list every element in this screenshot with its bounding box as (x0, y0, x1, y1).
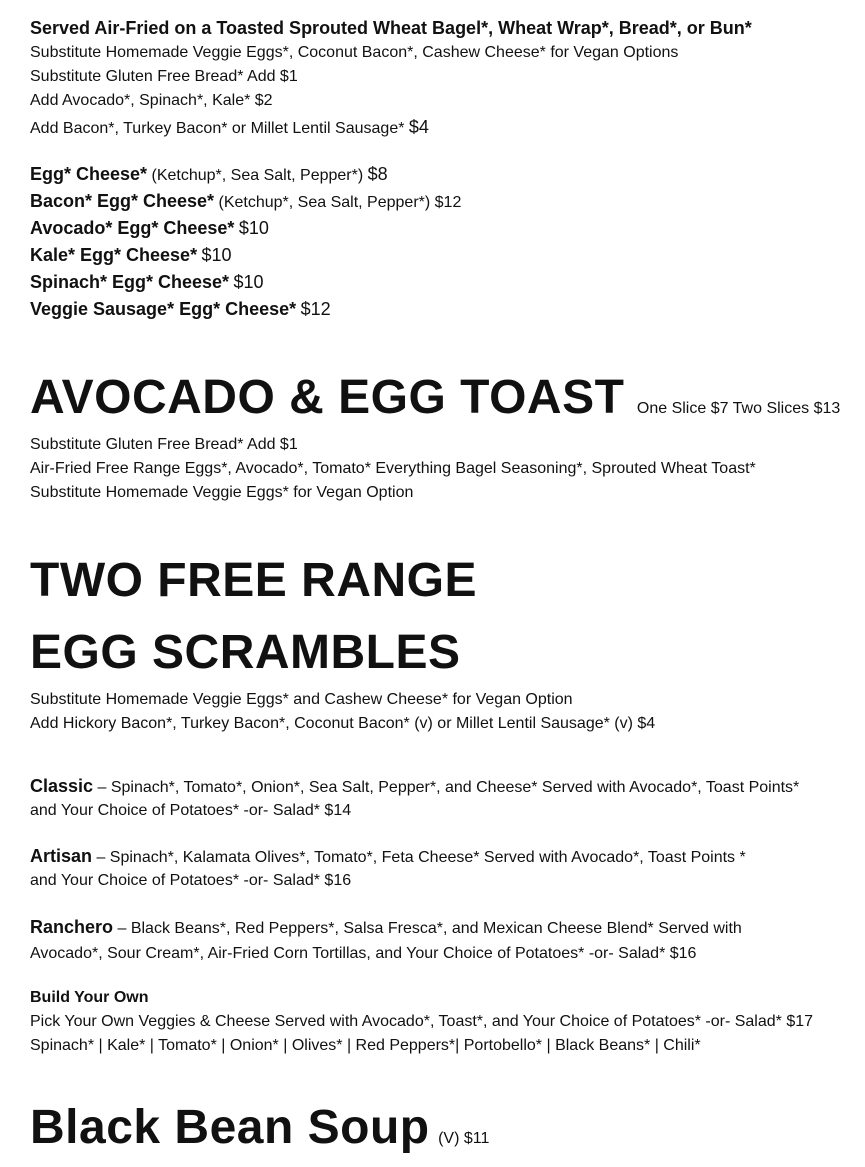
scramble-item-ranchero (30, 917, 742, 939)
sandwich-serving-header: Served Air-Fried on a Toasted Sprouted Wheat Bagel*, Wheat Wrap*, Bread*, or Bun* (30, 18, 752, 38)
scrambles-note: Substitute Homemade Veggie Eggs* and Cashew Cheese* for Vegan Option (30, 691, 573, 708)
bacon-addon-text: Add Bacon*, Turkey Bacon* or Millet Lentil Sausage* (30, 120, 405, 137)
soup-price: (V) $11 (438, 1130, 490, 1147)
scramble-item-description-cont: Avocado*, Sour Cream*, Air-Fried Corn Tortillas, and Your Choice of Potatoes* -or- Salad* $16 (30, 945, 697, 962)
sandwich-item (30, 245, 232, 267)
build-your-own-options: Spinach* | Kale* | Tomato* | Onion* | Olives* | Red Peppers*| Portobello* | Black Beans* | Chili* (30, 1037, 701, 1054)
toast-note: Substitute Homemade Veggie Eggs* for Vegan Option (30, 484, 414, 501)
sandwich-item (30, 218, 269, 240)
sandwich-item-detail: (Ketchup*, Sea Salt, Pepper*) (151, 167, 364, 184)
sandwich-note: Substitute Homemade Veggie Eggs*, Coconut Bacon*, Cashew Cheese* for Vegan Options (30, 44, 679, 61)
build-your-own-title: Build Your Own (30, 989, 149, 1006)
sandwich-item-name: Spinach* Egg* Cheese* (30, 272, 230, 292)
toast-heading (30, 370, 840, 437)
sandwich-item-name: Egg* Cheese* (30, 164, 148, 184)
scrambles-title-line2: EGG SCRAMBLES (30, 626, 461, 679)
scrambles-note: Add Hickory Bacon*, Turkey Bacon*, Coconut Bacon* (v) or Millet Lentil Sausage* (v) $4 (30, 715, 656, 732)
toast-note: Substitute Gluten Free Bread* Add $1 (30, 436, 298, 453)
sandwich-item (30, 272, 264, 294)
scrambles-title-line1: TWO FREE RANGE (30, 554, 477, 607)
sandwich-item (30, 299, 331, 321)
sandwich-item (30, 164, 388, 186)
scramble-item-name: Artisan (30, 846, 93, 866)
sandwich-item-price: $8 (367, 164, 388, 184)
toast-title: AVOCADO & EGG TOAST (30, 371, 625, 424)
scramble-item-description-cont: and Your Choice of Potatoes* -or- Salad* $16 (30, 872, 352, 889)
scramble-item-classic (30, 776, 799, 798)
soup-title: Black Bean Soup (30, 1101, 430, 1154)
scramble-item-description: – Spinach*, Kalamata Olives*, Tomato*, Feta Cheese* Served with Avocado*, Toast Points * (92, 849, 746, 866)
scramble-item-description: – Black Beans*, Red Peppers*, Salsa Fresca*, and Mexican Cheese Blend* Served with (113, 920, 742, 937)
scramble-item-description: – Spinach*, Tomato*, Onion*, Sea Salt, Pepper*, and Cheese* Served with Avocado*, Toast Points* (93, 779, 800, 796)
scramble-item-artisan (30, 846, 746, 868)
sandwich-item-price: $12 (300, 299, 331, 319)
scramble-item-name: Ranchero (30, 917, 114, 937)
sandwich-note: Add Avocado*, Spinach*, Kale* $2 (30, 92, 273, 109)
sandwich-item-name: Bacon* Egg* Cheese* (30, 191, 215, 211)
toast-prices: One Slice $7 Two Slices $13 (636, 400, 841, 417)
build-your-own-description: Pick Your Own Veggies & Cheese Served with Avocado*, Toast*, and Your Choice of Potatoes* -or- Salad* $17 (30, 1013, 814, 1030)
sandwich-note: Substitute Gluten Free Bread* Add $1 (30, 68, 298, 85)
toast-description: Air-Fried Free Range Eggs*, Avocado*, Tomato* Everything Bagel Seasoning*, Sprouted Wheat Toast* (30, 460, 756, 477)
sandwich-item-name: Kale* Egg* Cheese* (30, 245, 198, 265)
sandwich-item-detail: (Ketchup*, Sea Salt, Pepper*) (218, 194, 431, 211)
sandwich-item-price: $10 (238, 218, 269, 238)
bacon-addon-price: $4 (408, 117, 429, 137)
scramble-item-name: Classic (30, 776, 94, 796)
soup-heading (30, 1100, 489, 1167)
sandwich-item (30, 191, 461, 213)
sandwich-item-price: $12 (434, 194, 462, 211)
sandwich-item-name: Veggie Sausage* Egg* Cheese* (30, 299, 297, 319)
sandwich-item-name: Avocado* Egg* Cheese* (30, 218, 235, 238)
sandwich-item-price: $10 (233, 272, 264, 292)
sandwich-note-bacon (30, 117, 429, 139)
scramble-item-description-cont: and Your Choice of Potatoes* -or- Salad* $14 (30, 802, 352, 819)
sandwich-item-price: $10 (201, 245, 232, 265)
